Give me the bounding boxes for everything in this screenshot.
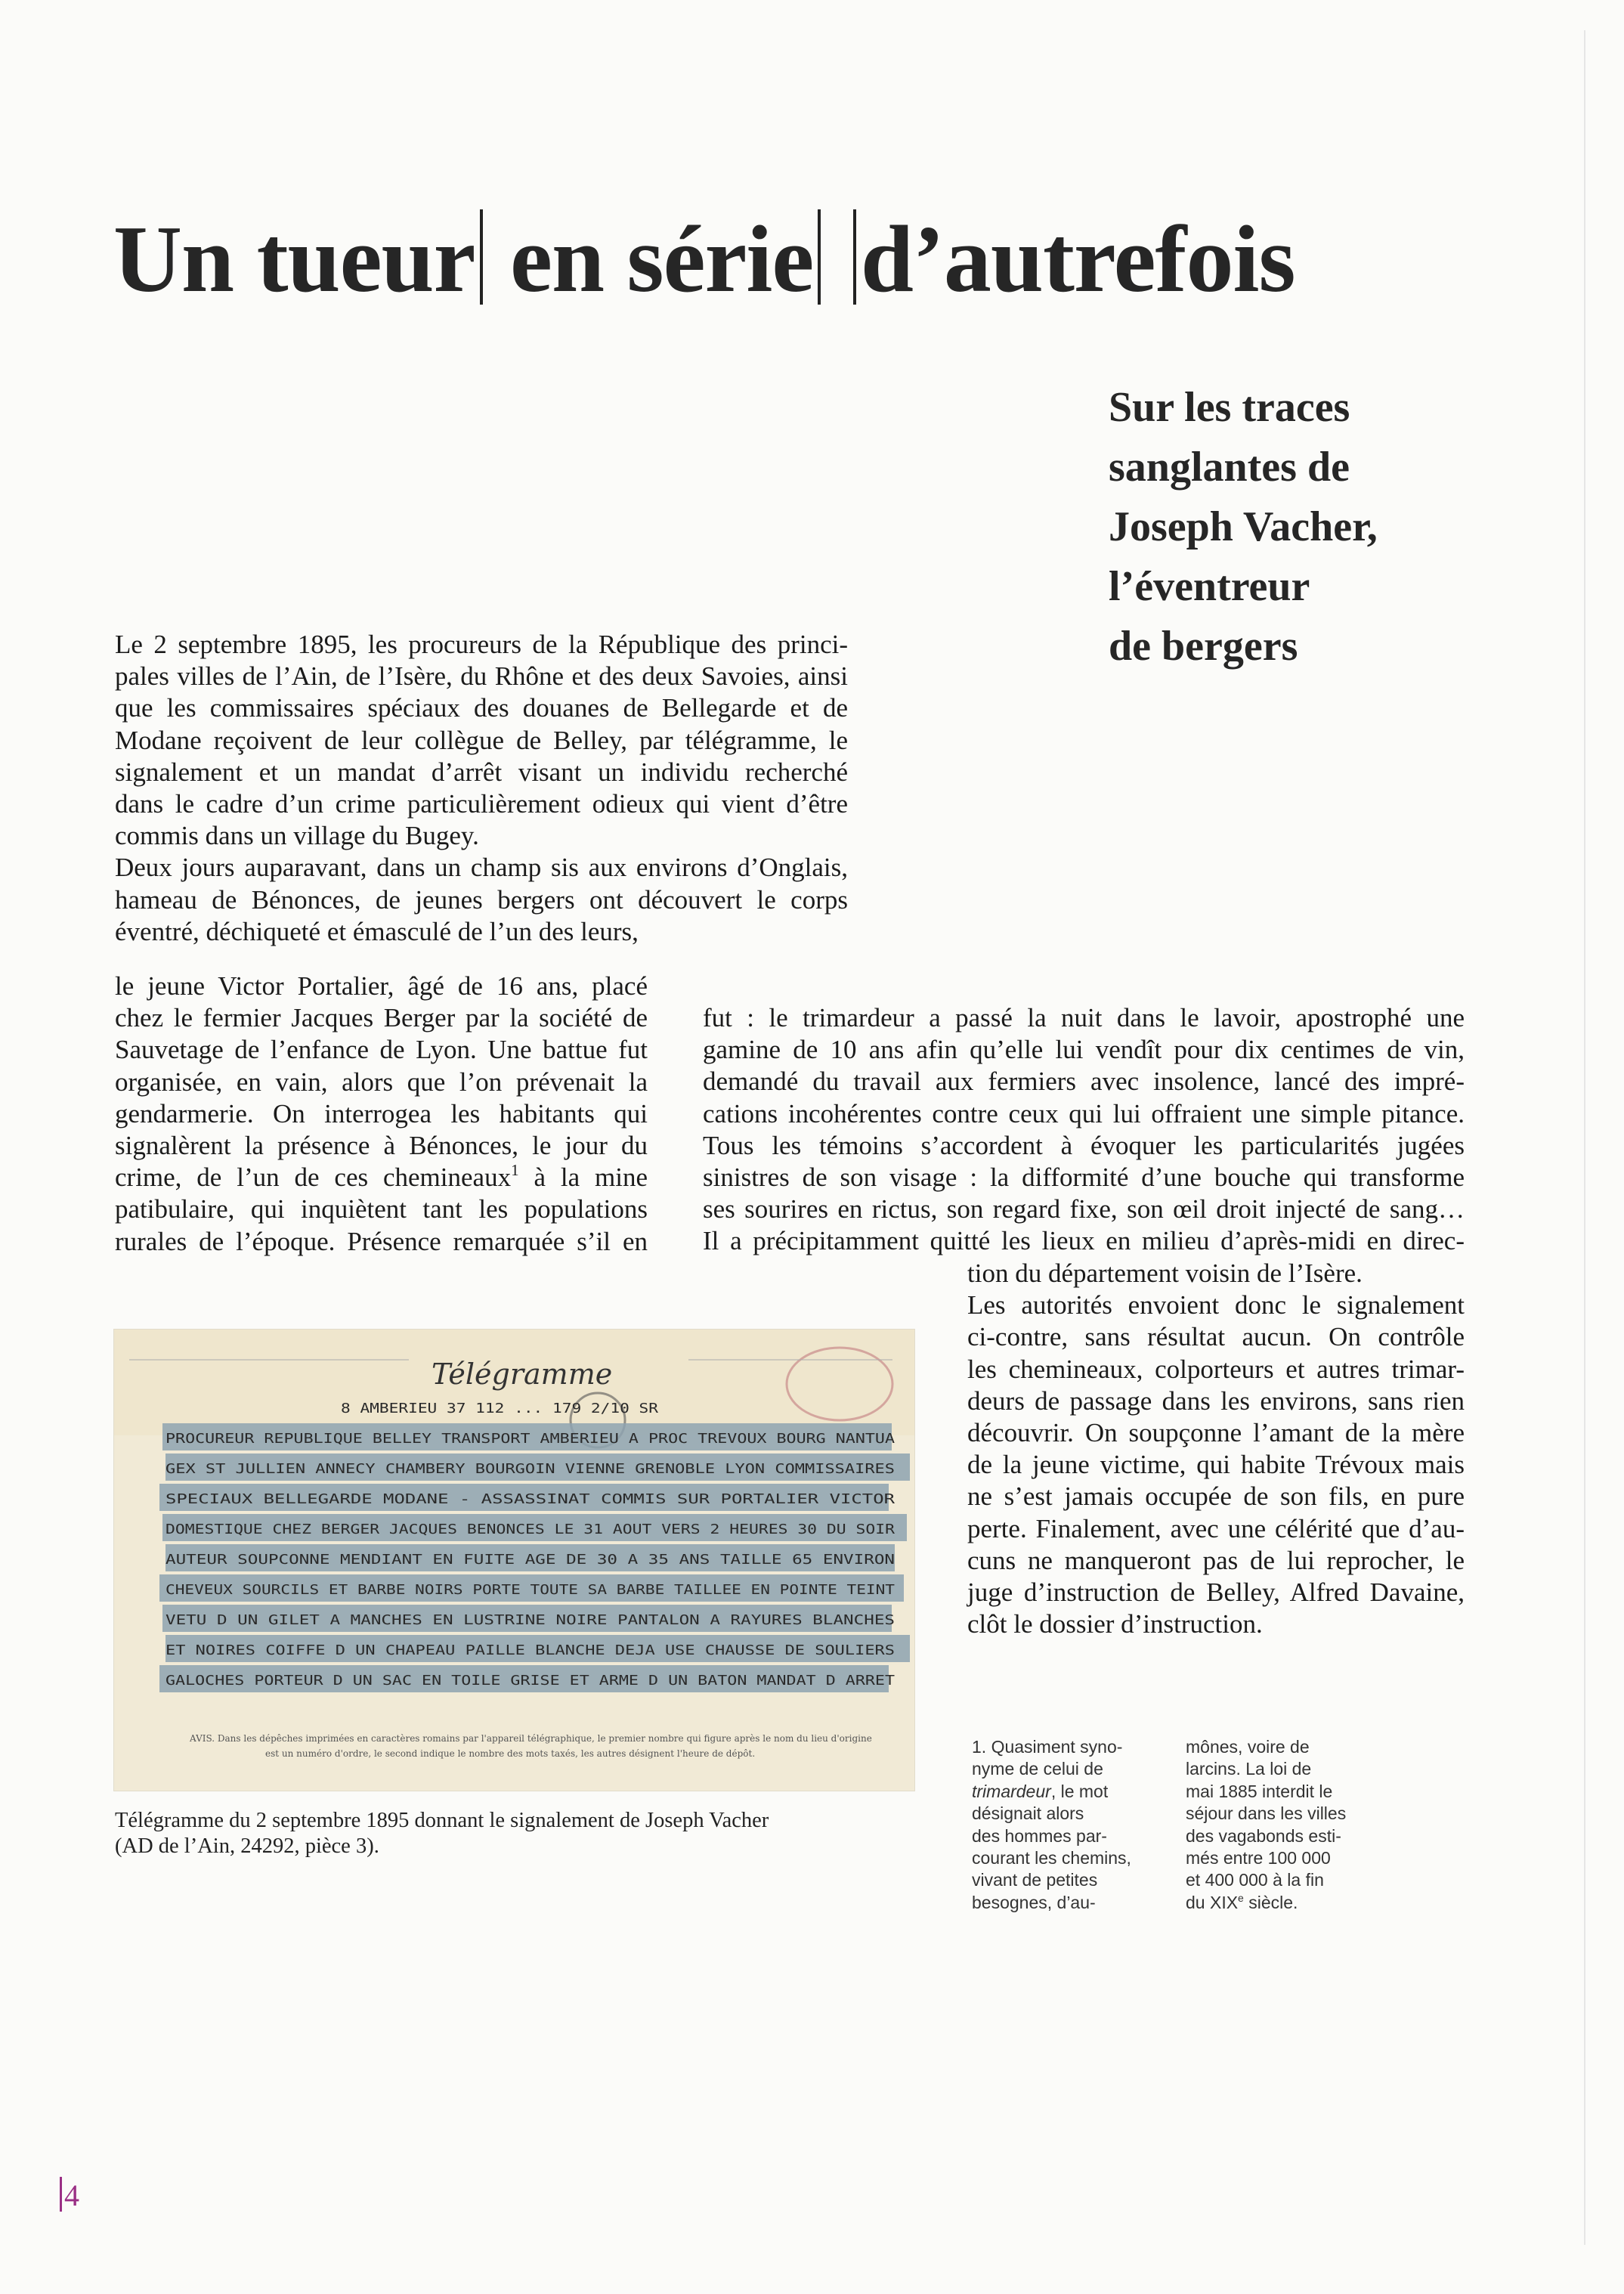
text-line: Le 2 septembre 1895, les procureurs de la République des princi-	[115, 630, 848, 659]
svg-text:AVIS. Dans les dépêches imprim: AVIS. Dans les dépêches imprimées en caractères romains par l'appareil télégraphique, le premier nombre qui figure après le nom du lieu d'origine	[190, 1733, 872, 1744]
title-part-1: Un tueur	[113, 207, 475, 312]
text-line: deurs de passage dans les environs, sans rien	[967, 1385, 1465, 1416]
telegram-line: GEX ST JULLIEN ANNECY CHAMBERY BOURGOIN VIENNE GRENOBLE LYON COMMISSAIRES	[165, 1461, 895, 1477]
subtitle-line: Sur les traces	[1109, 384, 1350, 431]
text-line: gamine de 10 ans afin qu’elle lui vendît pour dix centimes de vin,	[703, 1035, 1465, 1065]
text-line: fut : le trimardeur a passé la nuit dans le lavoir, apostrophé une	[703, 1003, 1465, 1032]
text-line: cations incohérentes contre ceux qui lui offraient une simple pitance.	[703, 1098, 1465, 1128]
text-line: signalement et un mandat d’arrêt visant un individu recherché	[115, 757, 848, 787]
subtitle	[1109, 378, 1532, 676]
caption-line: (AD de l’Ain, 24292, pièce 3).	[115, 1834, 379, 1858]
text-line: cuns ne manqueront pas de lui reprocher, le	[967, 1545, 1465, 1575]
footnote-ref[interactable]: 1	[511, 1161, 519, 1180]
text-line: Les autorités envoient donc le signalement	[967, 1290, 1465, 1320]
text-line: organisée, en vain, alors que l’on prévenait la	[115, 1067, 648, 1097]
text-line: perte. Finalement, avec une célérité que d’au-	[967, 1513, 1465, 1543]
text-line: tion du département voisin de l’Isère.	[967, 1258, 1363, 1288]
telegram-photo	[113, 1329, 915, 1791]
text-line: ci-contre, sans résultat aucun. On contrôle	[967, 1322, 1465, 1352]
text-line: dans le cadre d’un crime particulièrement odieux qui vient d’être	[115, 789, 848, 819]
text-line: sinistres de son visage : la difformité d’une bouche qui transforme	[703, 1162, 1465, 1193]
text-line: ses sourires en rictus, son regard fixe, son œil droit injecté de sang…	[703, 1194, 1465, 1224]
subtitle-line: sanglantes de	[1109, 444, 1350, 491]
footnote-col-2: mônes, voire de larcins. La loi de mai 1885 interdit le séjour dans les villes des vagabonds esti- més entre 100 000 et 400 000 à la fin du XIXe siècle.	[1186, 1737, 1347, 1912]
telegram-line: AUTEUR SOUPCONNE MENDIANT EN FUITE AGE DE 30 A 35 ANS TAILLE 65 ENVIRON	[165, 1552, 895, 1568]
telegram-line: 8 AMBERIEU 37 112 ... 179 2/10 SR	[341, 1401, 659, 1416]
telegram-image	[114, 1330, 914, 1791]
article-narrow-column	[967, 1258, 1465, 1640]
text-line: découvrir. On soupçonne l’amant de la mère	[967, 1418, 1465, 1448]
text-line: chez le fermier Jacques Berger par la société de	[115, 1003, 648, 1033]
title-crop-mark	[853, 209, 856, 305]
text-line: rurales de l’époque. Présence remarquée s’il en	[115, 1226, 648, 1256]
text-line: les chemineaux, colporteurs et autres trimar-	[967, 1354, 1465, 1384]
text-line: Sauvetage de l’enfance de Lyon. Une battue fut	[115, 1035, 648, 1065]
telegram-header-word: Télégramme	[432, 1358, 613, 1391]
text-line: le jeune Victor Portalier, âgé de 16 ans, placé	[115, 971, 648, 1001]
text-line: Modane reçoivent de leur collègue de Belley, par télégramme, le	[115, 725, 848, 755]
photo-caption	[115, 1808, 840, 1859]
subtitle-line: Joseph Vacher,	[1109, 503, 1378, 550]
text-line: pales villes de l’Ain, de l’Isère, du Rhône et des deux Savoies, ainsi	[115, 661, 848, 692]
text-line: gendarmerie. On interrogea les habitants qui	[115, 1098, 648, 1128]
svg-text:est un numéro d'ordre, le seco: est un numéro d'ordre, le second indique le nombre des mots taxés, les autres désignent l'heure de dépôt.	[265, 1748, 756, 1759]
text-line: Deux jours auparavant, dans un champ sis aux environs d’Onglais,	[115, 853, 848, 883]
text-line: de la jeune victime, qui habite Trévoux mais	[967, 1450, 1465, 1480]
text-line: patibulaire, qui inquiètent tant les populations	[115, 1194, 648, 1224]
page-title	[113, 206, 1295, 314]
text-line: crime, de l’un de ces chemineaux$^1$ à la mine	[115, 1161, 648, 1193]
title-crop-mark	[480, 209, 483, 305]
text-line: éventré, déchiqueté et émasculé de l’un des leurs,	[115, 916, 639, 946]
text-line: commis dans un village du Bugey.	[115, 821, 479, 851]
title-crop-mark	[818, 209, 821, 305]
text-line: demandé du travail aux fermiers avec insolence, lancé des impré-	[703, 1067, 1465, 1097]
text-line: hameau de Bénonces, de jeunes bergers ont découvert le corps	[115, 884, 848, 915]
telegram-line: ET NOIRES COIFFE D UN CHAPEAU PAILLE BLANCHE DEJA USE CHAUSSE DE SOULIERS	[165, 1642, 895, 1658]
telegram-line: DOMESTIQUE CHEZ BERGER JACQUES BENONCES LE 31 AOUT VERS 2 HEURES 30 DU SOIR	[165, 1522, 896, 1537]
subtitle-line: de bergers	[1109, 623, 1298, 670]
text-line: que les commissaires spéciaux des douanes de Bellegarde et de	[115, 693, 848, 723]
text-line: ne s’est jamais occupée de son fils, en pure	[967, 1481, 1465, 1512]
text-line: juge d’instruction de Belley, Alfred Davaine,	[967, 1577, 1465, 1608]
text-line: clôt le dossier d’instruction.	[967, 1609, 1263, 1639]
article-left-column	[115, 971, 648, 1258]
caption-line: Télégramme du 2 septembre 1895 donnant le signalement de Joseph Vacher	[115, 1809, 769, 1832]
telegram-line: PROCUREUR REPUBLIQUE BELLEY TRANSPORT AMBERIEU A PROC TREVOUX BOURG NANTUA	[165, 1431, 896, 1447]
text-line: Tous les témoins s’accordent à évoquer les particularités jugées	[703, 1130, 1465, 1160]
telegram-line: GALOCHES PORTEUR D UN SAC EN TOILE GRISE ET ARME D UN BATON MANDAT D ARRET	[165, 1673, 896, 1689]
article-intro	[115, 629, 848, 948]
telegram-line: VETU D UN GILET A MANCHES EN LUSTRINE NOIRE PANTALON A RAYURES BLANCHES	[165, 1612, 895, 1628]
telegram-line: SPECIAUX BELLEGARDE MODANE - ASSASSINAT COMMIS SUR PORTALIER VICTOR	[165, 1491, 896, 1507]
article-right-column	[703, 1002, 1465, 1258]
page-number: 4	[60, 2177, 79, 2213]
page-number-mark	[60, 2177, 62, 2212]
text-line: Il a précipitamment quitté les lieux en milieu d’après-midi en direc-	[703, 1226, 1465, 1256]
title-part-3: d’autrefois	[860, 207, 1295, 312]
margin-rule	[1584, 30, 1585, 2245]
telegram-line: CHEVEUX SOURCILS ET BARBE NOIRS PORTE TOUTE SA BARBE TAILLEE EN POINTE TEINT	[165, 1582, 896, 1598]
subtitle-line: l’éventreur	[1109, 563, 1310, 610]
title-part-2: en série	[510, 207, 814, 312]
footnote-col-1: 1. Quasiment syno- nyme de celui de trimardeur, le mot désignait alors des hommes par- courant les chemins, vivant de petites besognes, d’au-	[972, 1737, 1131, 1912]
text-line: signalèrent la présence à Bénonces, le jour du	[115, 1131, 648, 1161]
